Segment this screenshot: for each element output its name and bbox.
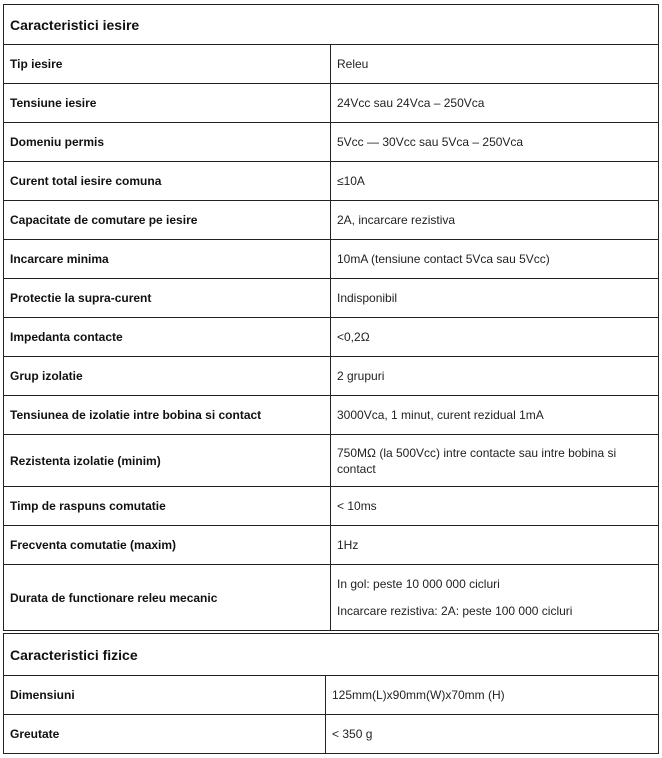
row-label: Tensiune iesire bbox=[4, 84, 331, 123]
row-label: Tensiunea de izolatie intre bobina si contact bbox=[4, 396, 331, 435]
row-value: Releu bbox=[331, 45, 659, 84]
row-label: Curent total iesire comuna bbox=[4, 162, 331, 201]
row-value-text: Incarcare rezistiva: 2A: peste 100 000 cicluri bbox=[337, 604, 573, 618]
row-label: Rezistenta izolatie (minim) bbox=[4, 435, 331, 487]
table-row bbox=[4, 565, 659, 631]
row-value: Indisponibil bbox=[331, 279, 659, 318]
row-label: Grup izolatie bbox=[4, 357, 331, 396]
row-value bbox=[331, 435, 659, 487]
row-value-text: 750MΩ (la 500Vcc) intre contacte sau intre bobina si contact bbox=[337, 445, 617, 476]
row-value: < 10ms bbox=[331, 487, 659, 526]
section-title: Caracteristici iesire bbox=[4, 5, 659, 45]
row-label: Incarcare minima bbox=[4, 240, 331, 279]
row-label: Frecventa comutatie (maxim) bbox=[4, 526, 331, 565]
table-row bbox=[4, 84, 659, 123]
row-value: 1Hz bbox=[331, 526, 659, 565]
table-row bbox=[4, 318, 659, 357]
row-value: 2 grupuri bbox=[331, 357, 659, 396]
table-row bbox=[4, 435, 659, 487]
row-value: 5Vcc — 30Vcc sau 5Vca – 250Vca bbox=[331, 123, 659, 162]
table-row bbox=[4, 715, 659, 754]
row-value: 3000Vca, 1 minut, curent rezidual 1mA bbox=[331, 396, 659, 435]
row-value: < 350 g bbox=[326, 715, 659, 754]
row-label: Durata de functionare releu mecanic bbox=[4, 565, 331, 631]
table-row bbox=[4, 676, 659, 715]
table-row bbox=[4, 279, 659, 318]
row-value: <0,2Ω bbox=[331, 318, 659, 357]
row-label: Capacitate de comutare pe iesire bbox=[4, 201, 331, 240]
table-row bbox=[4, 396, 659, 435]
row-label: Tip iesire bbox=[4, 45, 331, 84]
table-row bbox=[4, 123, 659, 162]
table-row bbox=[4, 487, 659, 526]
row-value: ≤10A bbox=[331, 162, 659, 201]
row-value: 24Vcc sau 24Vca – 250Vca bbox=[331, 84, 659, 123]
row-label: Impedanta contacte bbox=[4, 318, 331, 357]
row-value: 2A, incarcare rezistiva bbox=[331, 201, 659, 240]
row-value: 10mA (tensiune contact 5Vca sau 5Vcc) bbox=[331, 240, 659, 279]
table-row bbox=[4, 162, 659, 201]
row-label: Timp de raspuns comutatie bbox=[4, 487, 331, 526]
row-value: 125mm(L)x90mm(W)x70mm (H) bbox=[326, 676, 659, 715]
table-row bbox=[4, 240, 659, 279]
row-value-text: In gol: peste 10 000 000 cicluri bbox=[337, 577, 500, 591]
table-row bbox=[4, 45, 659, 84]
table-header-row bbox=[4, 634, 659, 676]
row-label: Dimensiuni bbox=[4, 676, 326, 715]
table-row bbox=[4, 526, 659, 565]
table-row bbox=[4, 357, 659, 396]
row-label: Protectie la supra-curent bbox=[4, 279, 331, 318]
row-label: Domeniu permis bbox=[4, 123, 331, 162]
table-row bbox=[4, 201, 659, 240]
output-characteristics-table bbox=[3, 4, 659, 631]
physical-characteristics-table bbox=[3, 633, 659, 754]
row-value bbox=[331, 565, 659, 631]
section-title: Caracteristici fizice bbox=[4, 634, 659, 676]
row-label: Greutate bbox=[4, 715, 326, 754]
table-header-row bbox=[4, 5, 659, 45]
